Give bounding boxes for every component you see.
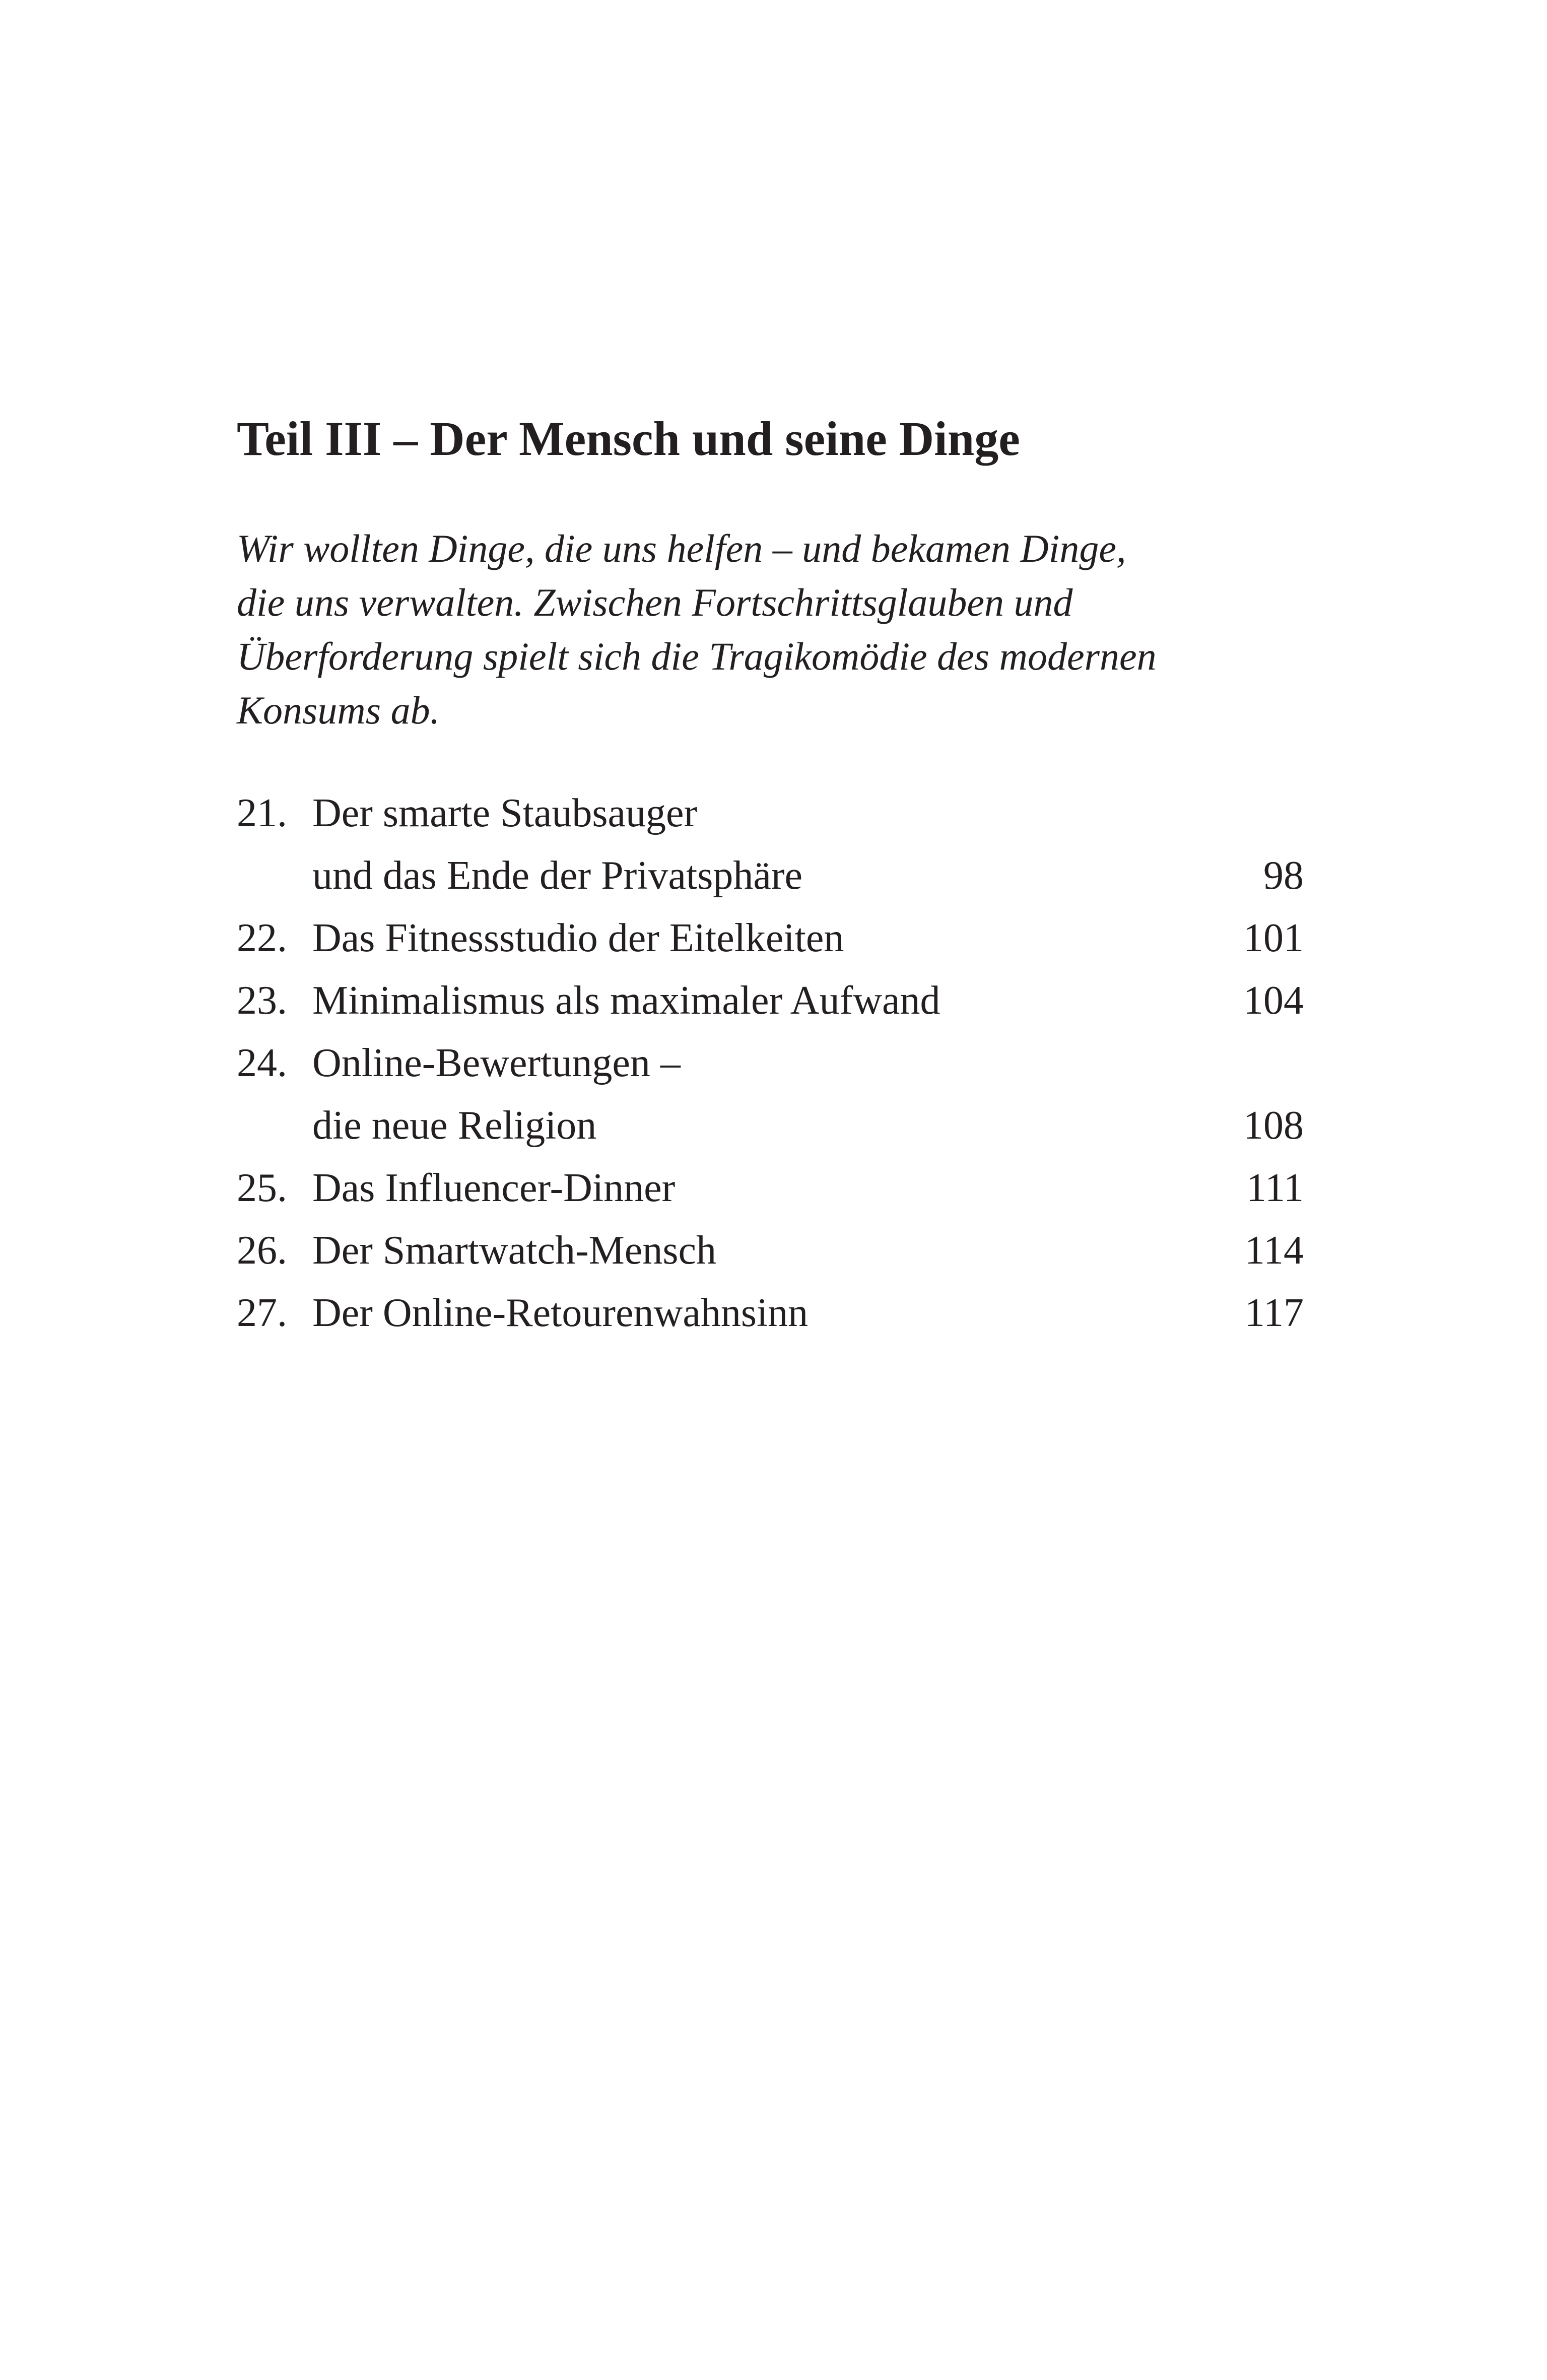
toc-entry-22 [237,907,1304,969]
part-introduction [237,521,1345,737]
toc-entry-21-continuation [237,844,1304,907]
toc-entry-title-continuation: und das Ende der Privatsphäre [312,853,803,898]
toc-entry-title: Der smarte Staubsauger [312,791,698,835]
table-of-contents [237,782,1304,1344]
toc-entry-title-continuation: die neue Religion [312,1103,597,1148]
toc-entry-23 [237,969,1304,1032]
toc-entry-page: 98 [1263,853,1304,898]
toc-entry-24 [237,1032,1304,1094]
toc-entry-number: 23. [237,978,287,1023]
part-title: Teil III – Der Mensch und seine Dinge [237,412,1020,466]
toc-entry-number: 27. [237,1291,287,1335]
intro-line: Überforderung spielt sich die Tragikomödie des modernen [237,634,1157,678]
toc-entry-number: 25. [237,1166,287,1210]
toc-entry-title: Der Online-Retourenwahnsinn [312,1291,809,1335]
toc-entry-title: Das Influencer-Dinner [312,1166,676,1210]
toc-entry-title: Das Fitnessstudio der Eitelkeiten [312,916,844,960]
toc-entry-27 [237,1282,1304,1344]
intro-line: die uns verwalten. Zwischen Fortschrittsglauben und [237,580,1073,624]
toc-entry-page: 104 [1243,978,1304,1023]
toc-entry-page: 114 [1244,1228,1304,1273]
toc-entry-24-continuation [237,1094,1304,1157]
toc-entry-21 [237,782,1304,844]
intro-line: Konsums ab. [237,688,440,732]
toc-entry-25 [237,1157,1304,1219]
toc-entry-26 [237,1219,1304,1282]
toc-entry-title: Minimalismus als maximaler Aufwand [312,978,940,1023]
toc-entry-number: 22. [237,916,287,960]
toc-entry-number: 24. [237,1041,287,1085]
toc-entry-page: 108 [1243,1103,1304,1148]
toc-entry-number: 26. [237,1228,287,1273]
toc-entry-title: Der Smartwatch-Mensch [312,1228,716,1273]
toc-entry-title: Online-Bewertungen – [312,1041,681,1085]
intro-line: Wir wollten Dinge, die uns helfen – und bekamen Dinge, [237,526,1126,570]
toc-entry-page: 117 [1244,1291,1304,1335]
toc-entry-page: 101 [1243,916,1304,960]
toc-entry-page: 111 [1246,1166,1304,1210]
toc-entry-number: 21. [237,791,287,835]
